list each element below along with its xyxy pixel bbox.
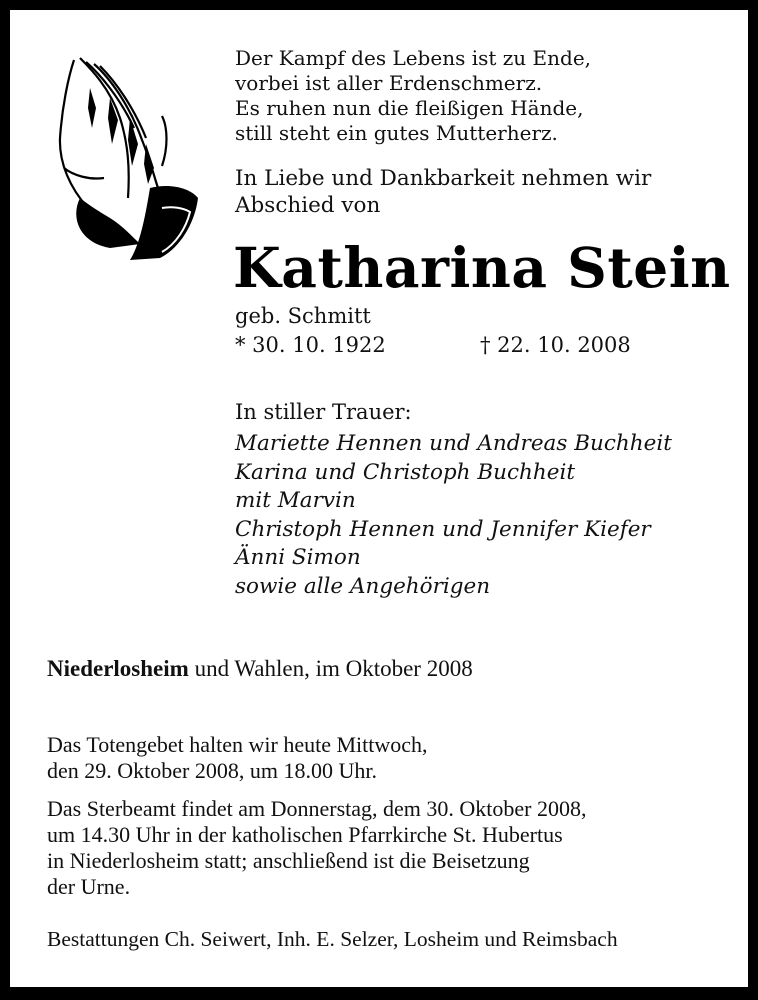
deceased-name: Katharina Stein (233, 235, 731, 300)
service-line: um 14.30 Uhr in der katholischen Pfarrkirche St. Hubertus (47, 822, 563, 847)
mourners-list (235, 430, 672, 601)
place-date-rest: und Wahlen, im Oktober 2008 (188, 656, 473, 681)
obituary-notice (10, 10, 748, 987)
farewell-line: Abschied von (235, 193, 381, 218)
service-line: der Urne. (47, 874, 131, 899)
life-dates (235, 331, 695, 359)
poem-line: vorbei ist aller Erdenschmerz. (235, 71, 543, 95)
poem (235, 46, 591, 146)
service-line: Das Sterbeamt findet am Donnerstag, dem 30. Oktober 2008, (47, 796, 587, 821)
prayer-notice (47, 732, 428, 784)
poem-line: Der Kampf des Lebens ist zu Ende, (235, 46, 592, 70)
poem-line: still steht ein gutes Mutterherz. (235, 121, 558, 145)
prayer-line: Das Totengebet halten wir heute Mittwoch, (47, 732, 428, 757)
place-name: Niederlosheim (47, 656, 189, 681)
mourner-entry: Karina und Christoph Buchheit (235, 459, 575, 485)
service-notice (47, 796, 586, 900)
service-line: in Niederlosheim statt; anschließend ist die Beisetzung (47, 848, 530, 873)
mourner-entry: sowie alle Angehörigen (235, 573, 491, 599)
undertaker-footer: Bestattungen Ch. Seiwert, Inh. E. Selzer, Losheim und Reimsbach (47, 927, 618, 951)
birth-date: * 30. 10. 1922 (235, 333, 386, 357)
mourner-entry: Änni Simon (235, 545, 361, 570)
prayer-line: den 29. Oktober 2008, um 18.00 Uhr. (47, 758, 377, 783)
praying-hands-icon (50, 48, 200, 260)
mourner-entry: mit Marvin (235, 488, 356, 513)
mourner-entry: Christoph Hennen und Jennifer Kiefer (235, 516, 651, 542)
maiden-name: geb. Schmitt (235, 304, 371, 328)
mourners-heading: In stiller Trauer: (235, 400, 412, 424)
poem-line: Es ruhen nun die fleißigen Hände, (235, 96, 584, 120)
farewell-text (235, 165, 651, 219)
place-and-date (47, 654, 473, 684)
death-date: † 22. 10. 2008 (480, 333, 631, 357)
mourner-entry: Mariette Hennen und Andreas Buchheit (235, 431, 672, 456)
farewell-line: In Liebe und Dankbarkeit nehmen wir (235, 166, 652, 191)
